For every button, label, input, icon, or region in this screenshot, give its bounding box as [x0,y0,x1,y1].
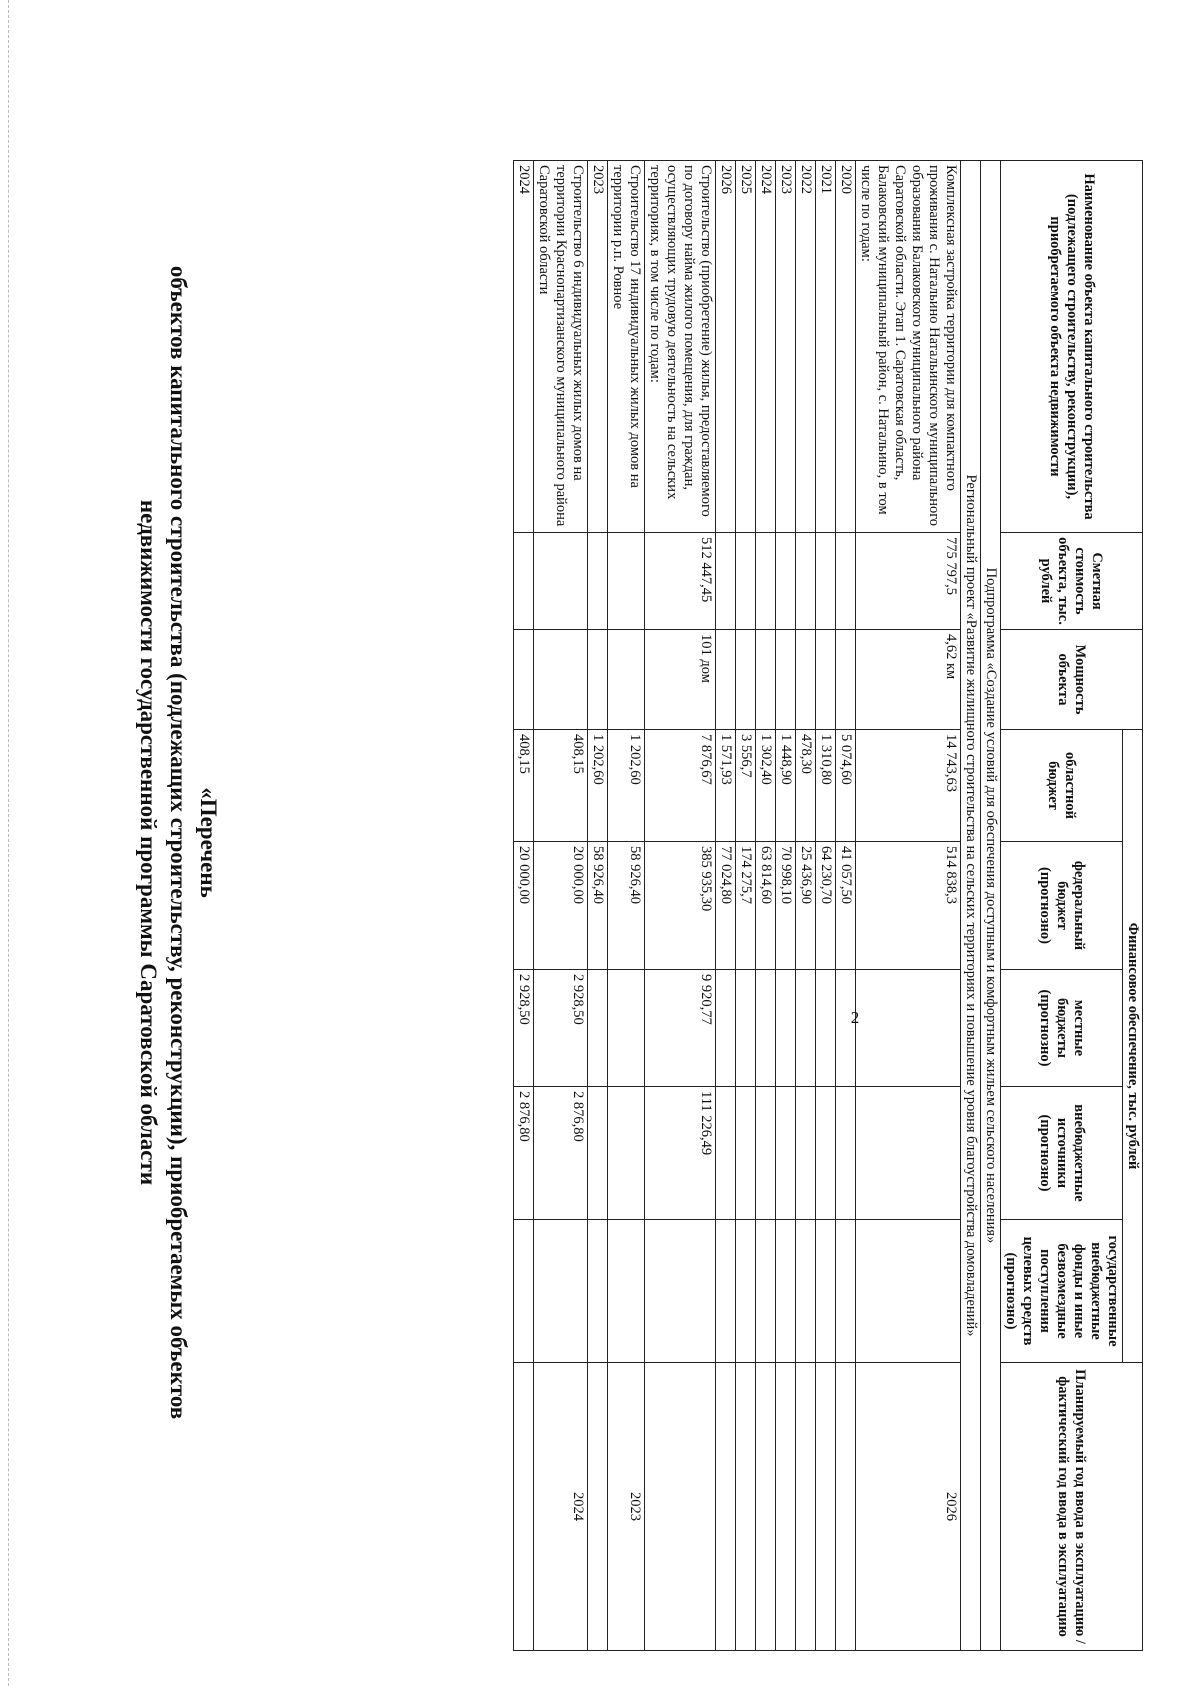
year-federal: 41 057,50 [836,842,856,970]
year-regional: 5 074,60 [836,730,856,842]
object-name: Комплексная застройка территории для компактного проживания с. Натальино Натальинского муниципального образования Балаковского муниципального района Саратовской области. Этап 1. Саратовская область, Балаковский муниципальный район, с. Натальино, в том числе по годам: [856,161,961,533]
object-cost [608,533,645,630]
header-state-funds: государственные внебюджетные фонды и иные безвозмездные поступления целевых средств (прогнозно) [1001,1220,1123,1363]
regional-project-title: Региональный проект «Развитие жилищного строительства на сельских территориях и повышение уровня благоустройства домовладений» [961,161,981,1651]
table-row [816,161,836,1651]
table-row [961,161,981,1651]
year-federal: 70 998,10 [776,842,796,970]
object-federal: 514 838,3 [856,842,961,970]
document-title-line3: недвижимости государственной программы Саратовской области [136,499,161,1186]
header-year: Планируемый год ввода в эксплуатацию / фактический год ввода в эксплуатацию [1001,1363,1143,1651]
table-row [588,161,608,1651]
object-capacity [608,630,645,730]
table-row [716,161,736,1651]
year-label: 2020 [836,161,856,533]
year-regional: 1 310,80 [816,730,836,842]
year-label: 2025 [736,161,756,533]
year-federal: 58 926,40 [588,842,608,970]
object-local [856,970,961,1087]
year-regional: 1 202,60 [588,730,608,842]
year-regional: 1 571,93 [716,730,736,842]
year-local: 2 928,50 [514,970,534,1087]
year-label: 2022 [796,161,816,533]
object-local: 2 928,50 [534,970,588,1087]
rotated-page [5,10,1165,1675]
subprogram-title: Подпрограмма «Создание условий для обеспечения доступным и комфортным жильем сельского населения» [981,161,1001,1651]
year-label: 2024 [514,161,534,533]
object-extrabudget [856,1087,961,1220]
table-row [514,161,534,1651]
object-extrabudget [608,1087,645,1220]
table-row [534,161,588,1651]
object-state-funds [608,1220,645,1363]
header-name: Наименование объекта капитального строительства (подлежащего строительству, реконструкции), приобретаемого объекта недвижимости [1001,161,1143,533]
table-row [796,161,816,1651]
object-capacity [534,630,588,730]
table-row [981,161,1001,1651]
header-cost: Сметная стоимость объекта, тыс. рублей [1001,533,1143,630]
object-extrabudget: 2 876,80 [534,1087,588,1220]
year-regional: 408,15 [514,730,534,842]
year-regional: 1 448,90 [776,730,796,842]
object-regional: 408,15 [534,730,588,842]
object-cost: 775 797,5 [856,533,961,630]
document-title-line2: объектов капитального строительства (подлежащих строительству, реконструкции), приобретаемых объектов [166,265,191,1420]
year-federal: 63 814,60 [756,842,776,970]
table-row [736,161,756,1651]
year-federal: 174 275,7 [736,842,756,970]
object-regional: 14 743,63 [856,730,961,842]
object-federal: 385 935,30 [645,842,716,970]
object-local: 9 920,77 [645,970,716,1087]
object-cost: 512 447,45 [645,533,716,630]
year-label: 2026 [716,161,736,533]
object-year: 2023 [608,1363,645,1651]
document-title-line1: «Перечень [196,787,221,898]
object-capacity: 4,62 км [856,630,961,730]
object-federal: 20 000,00 [534,842,588,970]
year-federal: 77 024,80 [716,842,736,970]
year-federal: 25 436,90 [796,842,816,970]
object-state-funds [534,1220,588,1363]
page-number: 2 [850,1008,860,1027]
object-state-funds [645,1220,716,1363]
header-extrabudget: внебюджетные источники (прогнозно) [1001,1087,1123,1220]
year-extrabudget: 2 876,80 [514,1087,534,1220]
object-year: 2024 [534,1363,588,1651]
table-row [608,161,645,1651]
year-label: 2021 [816,161,836,533]
object-name: Строительство 6 индивидуальных жилых домов на территории Краснопартизанского муниципального района Саратовской области [534,161,588,533]
object-capacity: 101 дом [645,630,716,730]
year-federal: 64 230,70 [816,842,836,970]
header-federal: федеральный бюджет (прогнозно) [1001,842,1123,970]
table-row [856,161,961,1651]
year-label: 2023 [776,161,796,533]
object-local [608,970,645,1087]
object-regional: 1 202,60 [608,730,645,842]
header-local: местные бюджеты (прогнозно) [1001,970,1123,1087]
object-year [645,1363,716,1651]
object-federal: 58 926,40 [608,842,645,970]
object-state-funds [856,1220,961,1363]
year-regional: 3 556,7 [736,730,756,842]
object-year: 2026 [856,1363,961,1651]
table-row [645,161,716,1651]
year-label: 2023 [588,161,608,533]
year-regional: 1 302,40 [756,730,776,842]
year-label: 2024 [756,161,776,533]
header-capacity: Мощность объекта [1001,630,1143,730]
object-name: Строительство (приобретение) жилья, предоставляемого по договору найма жилого помещения, для граждан, осуществляющих трудовую деятельность на сельских территориях, в том числе по годам: [645,161,716,533]
header-regional: областной бюджет [1001,730,1123,842]
object-cost [534,533,588,630]
table-row [836,161,856,1651]
object-regional: 7 876,67 [645,730,716,842]
table-row [756,161,776,1651]
object-name: Строительство 17 индивидуальных жилых домов на территории р.п. Ровное [608,161,645,533]
header-financing: Финансовое обеспечение, тыс. рублей [1123,730,1143,1363]
table-row [776,161,796,1651]
year-regional: 478,30 [796,730,816,842]
year-federal: 20 000,00 [514,842,534,970]
object-extrabudget: 111 226,49 [645,1087,716,1220]
objects-table [513,160,1143,1651]
